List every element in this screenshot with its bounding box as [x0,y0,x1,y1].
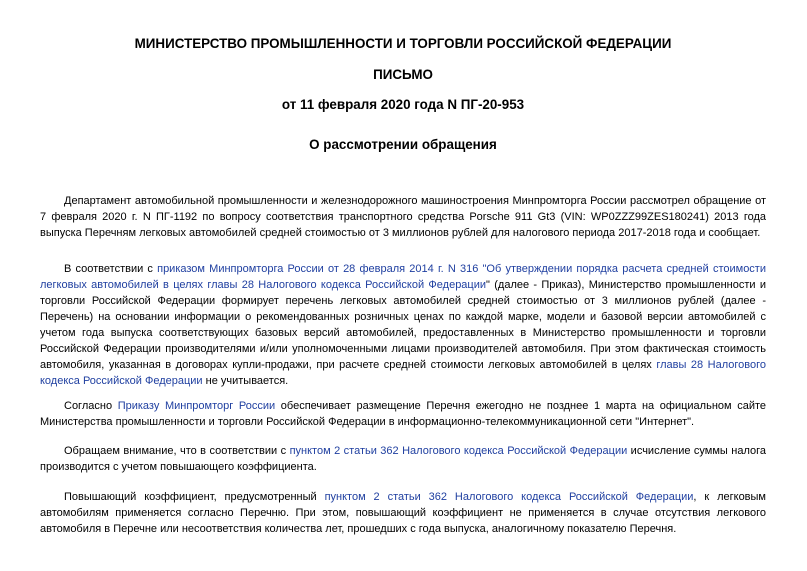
paragraph-4-text-b: исчисление суммы налога производится с учетом повышающего коэффициента. [40,445,766,473]
ministry-heading: МИНИСТЕРСТВО ПРОМЫШЛЕННОСТИ И ТОРГОВЛИ РОССИЙСКОЙ ФЕДЕРАЦИИ [134,36,672,51]
paragraph-3-text-a: Согласно [64,400,118,412]
paragraph-5-text-a: Повышающий коэффициент, предусмотренный [64,491,325,503]
article-362-link-2[interactable]: пунктом 2 статьи 362 Налогового кодекса Российской Федерации [324,491,694,503]
article-362-link[interactable]: пунктом 2 статьи 362 Налогового кодекса Российской Федерации [289,445,628,457]
paragraph-3 [40,398,766,430]
paragraph-3-text-b: обеспечивает размещение Перечня ежегодно не позднее 1 марта на официальном сайте Министерства промышленности и торговли Российской Федерации в информационно-телекоммуникационной сети "Интернет". [40,400,766,428]
paragraph-4-text-a: Обращаем внимание, что в соответствии с [64,445,290,457]
document-type: ПИСЬМО [373,67,433,82]
paragraph-2-text-c: не учитывается. [202,375,289,387]
order-316-link[interactable]: приказом Минпромторга России от 28 февраля 2014 г. N 316 "Об утверждении порядка расчета средней стоимости легковых автомобилей в целях главы 28 Налогового кодекса Российской Федерации [40,263,766,291]
chapter-28-tax-code-link[interactable]: главы 28 Налогового кодекса Российской Федерации [40,359,766,387]
document-subject: О рассмотрении обращения [309,137,497,152]
paragraph-1: Департамент автомобильной промышленности и железнодорожного машиностроения Минпромторга России рассмотрел обращение от 7 февраля 2020 г. N ПГ-1192 по вопросу соответствия транспортного средства Porsche 911 Gt3 (VIN: WP0ZZZ99ZES180241) 2013 года выпуска Перечням легковых автомобилей средней стоимостью от 3 миллионов рублей для налогового периода 2017-2018 года и сообщает. [40,195,766,239]
paragraph-2-text-a: В соответствии с [64,263,158,275]
paragraph-5 [40,489,766,537]
paragraph-4 [40,443,766,475]
paragraph-5-text-b: , к легковым автомобилям применяется согласно Перечню. При этом, повышающий коэффициент не применяется в случае отсутствия легкового автомобиля в Перечне или несоответствия количества лет, прошедших с года выпуска, аналогичному показателю Перечня. [40,491,766,535]
paragraph-2-text-b: " (далее - Приказ), Министерство промышленности и торговли Российской Федерации формирует перечень легковых автомобилей средней стоимостью от 3 миллионов рублей (далее - Перечень) на основании информации о рекомендованных розничных ценах по каждой марке, модели и базовой версии автомобилей с учетом года выпуска соответствующих базовых версий автомобилей, предоставленных в Министерство промышленности и торговли Российской Федерации производителями и/или уполномоченными лицами производителей автомобиля. При этом фактическая стоимость автомобиля, указанная в договорах купли-продажи, при расчете средней стоимости легковых автомобилей в целях [40,279,766,371]
paragraph-2 [40,261,766,389]
document-date-number: от 11 февраля 2020 года N ПГ-20-953 [281,97,525,112]
minpromtorg-order-link[interactable]: Приказу Минпромторг России [117,400,276,412]
